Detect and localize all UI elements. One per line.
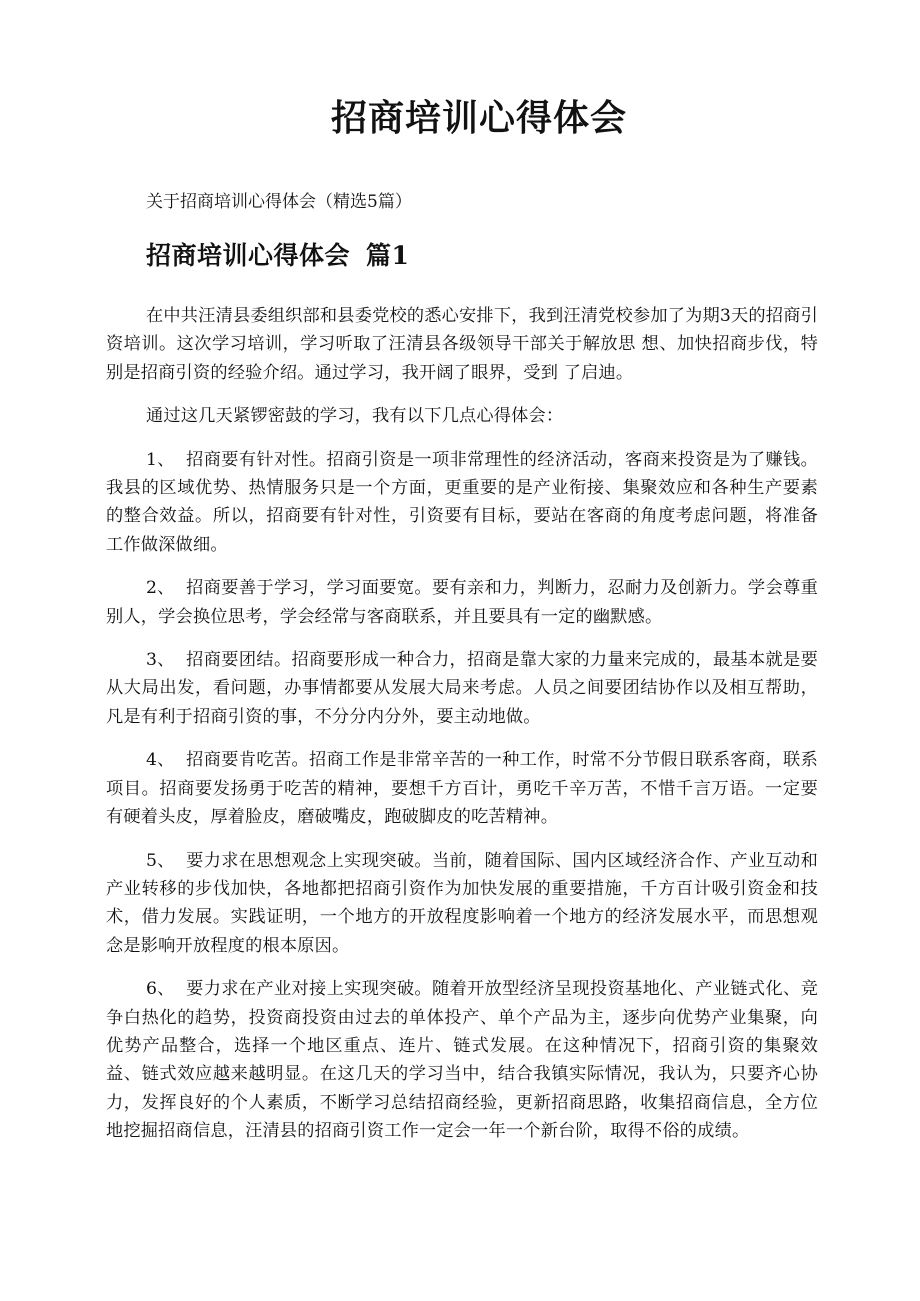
document-title: 招商培训心得体会 — [330, 97, 627, 139]
point-number: 1、 — [146, 449, 175, 470]
point-paragraph-5 — [106, 847, 818, 961]
point-paragraph-1 — [106, 446, 818, 560]
section-heading — [146, 236, 409, 276]
point-number: 4、 — [146, 750, 175, 771]
point-text: 招商要团结。招商要形成一种合力，招商是靠大家的力量来完成的，最基本就是要从大局出发，看问题，办事情都要从发展大局来考虑。人员之间要团结协作以及相互帮助，凡是有利于招商引资的事，不分分内分外，要主动地做。 — [106, 650, 818, 727]
document-body — [106, 302, 818, 1161]
point-number: 6、 — [146, 979, 175, 1000]
point-paragraph-4 — [106, 746, 818, 831]
document-subtitle: 关于招商培训心得体会（精选5篇） — [146, 192, 412, 212]
point-paragraph-6 — [106, 975, 818, 1145]
point-text: 招商要有针对性。招商引资是一项非常理性的经济活动，客商来投资是为了赚钱。我县的区域优势、热情服务只是一个方面，更重要的是产业衔接、集聚效应和各种生产要素的整合效益。所以，招商要有针对性，引资要有目标，要站在客商的角度考虑问题，将准备工作做深做细。 — [106, 449, 818, 555]
point-number: 3、 — [146, 650, 175, 671]
point-text: 要力求在思想观念上实现突破。当前，随着国际、国内区域经济合作、产业互动和产业转移的步伐加快，各地都把招商引资作为加快发展的重要措施，千方百计吸引资金和技术，借力发展。实践证明，一个地方的开放程度影响着一个地方的经济发展水平，而思想观念是影响开放程度的根本原因。 — [106, 850, 818, 956]
point-paragraph-2 — [106, 574, 818, 631]
point-number: 5、 — [146, 850, 175, 871]
section-heading-part: 篇1 — [366, 241, 410, 270]
lead-paragraph: 通过这几天紧锣密鼓的学习，我有以下几点心得体会： — [146, 406, 564, 427]
point-number: 2、 — [146, 578, 175, 599]
point-text: 要力求在产业对接上实现突破。随着开放型经济呈现投资基地化、产业链式化、竞争白热化的趋势，投资商投资由过去的单体投产、单个产品为主，逐步向优势产业集聚，向优势产品整合，选择一个地区重点、连片、链式发展。在这种情况下，招商引资的集聚效益、链式效应越来越明显。在这几天的学习当中，结合我镇实际情况，我认为，只要齐心协力，发挥良好的个人素质，不断学习总结招商经验，更新招商思路，收集招商信息，全方位地挖掘招商信息，汪清县的招商引资工作一定会一年一个新台阶，取得不俗的成绩。 — [106, 979, 818, 1142]
point-text: 招商要善于学习，学习面要宽。要有亲和力，判断力，忍耐力及创新力。学会尊重别人，学会换位思考，学会经常与客商联系，并且要具有一定的幽默感。 — [106, 578, 818, 627]
section-heading-text: 招商培训心得体会 — [146, 241, 351, 270]
point-text: 招商要肯吃苦。招商工作是非常辛苦的一种工作，时常不分节假日联系客商，联系项目。招商要发扬勇于吃苦的精神，要想千方百计，勇吃千辛万苦，不惜千言万语。一定要有硬着头皮，厚着脸皮，磨破嘴皮，跑破脚皮的吃苦精神。 — [106, 750, 818, 828]
intro-paragraph: 在中共汪清县委组织部和县委党校的悉心安排下，我到汪清党校参加了为期3天的招商引资培训。这次学习培训，学习听取了汪清县各级领导干部关于解放思 想、加快招商步伐，特别是招商引资的经验介绍。通过学习，我开阔了眼界，受到 了启迪。 — [106, 306, 818, 383]
point-paragraph-3 — [106, 646, 818, 731]
